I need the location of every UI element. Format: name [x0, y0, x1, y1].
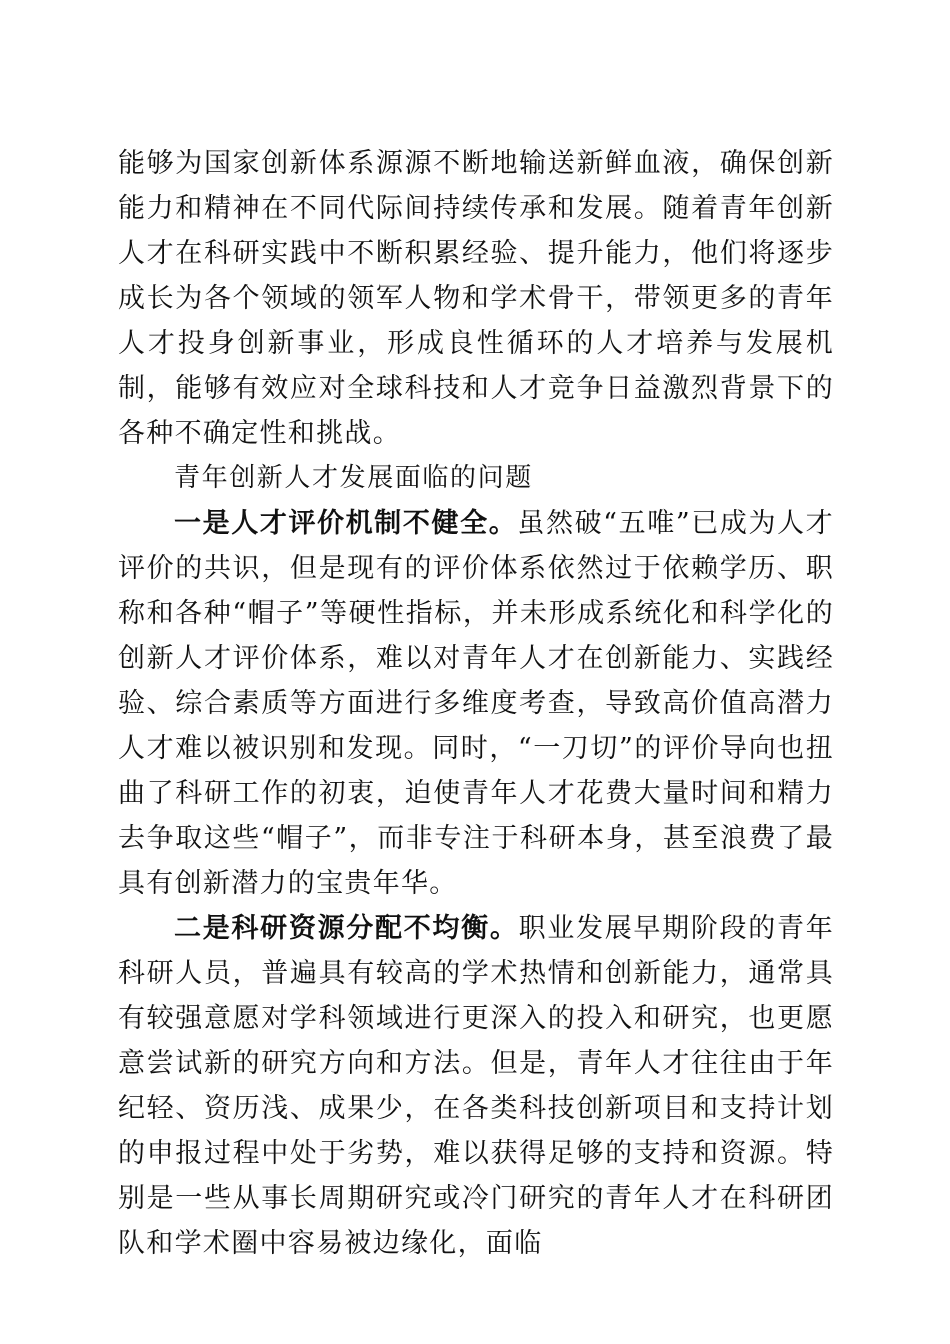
paragraph-body: 虽然破“五唯”已成为人才评价的共识，但是现有的评价体系依然过于依赖学历、职称和各种“帽子”等硬性指标，并未形成系统化和科学化的创新人才评价体系，难以对青年人才在创新能力、实践经验、综合素质等方面进行多维度考查，导致高价值高潜力人才难以被识别和发现。同时，“一刀切”的评价导向也扭曲了科研工作的初衷，迫使青年人才花费大量时间和精力去争取这些“帽子”，而非专注于科研本身，甚至浪费了最具有创新潜力的宝贵年华。 [118, 508, 834, 899]
paragraph-body: 职业发展早期阶段的青年科研人员，普遍具有较高的学术热情和创新能力，通常具有较强意愿对学科领域进行更深入的投入和研究，也更愿意尝试新的研究方向和方法。但是，青年人才往往由于年纪轻、资历浅、成果少，在各类科技创新项目和支持计划的申报过程中处于劣势，难以获得足够的支持和资源。特别是一些从事长周期研究或冷门研究的青年人才在科研团队和学术圈中容易被边缘化，面临 [118, 913, 834, 1259]
paragraph-intro: 能够为国家创新体系源源不断地输送新鲜血液，确保创新能力和精神在不同代际间持续传承和发展。随着青年创新人才在科研实践中不断积累经验、提升能力，他们将逐步成长为各个领域的领军人物和学术骨干，带领更多的青年人才投身创新事业，形成良性循环的人才培养与发展机制，能够有效应对全球科技和人才竞争日益激烈背景下的各种不确定性和挑战。 [118, 148, 834, 449]
paragraph-lead: 二是科研资源分配不均衡。 [174, 913, 519, 944]
paragraph-resources [118, 906, 834, 1266]
paragraph-lead: 一是人才评价机制不健全。 [174, 508, 518, 539]
paragraph-evaluation [118, 501, 834, 906]
document-page [118, 141, 834, 1266]
section-heading: 青年创新人才发展面临的问题 [174, 463, 533, 493]
